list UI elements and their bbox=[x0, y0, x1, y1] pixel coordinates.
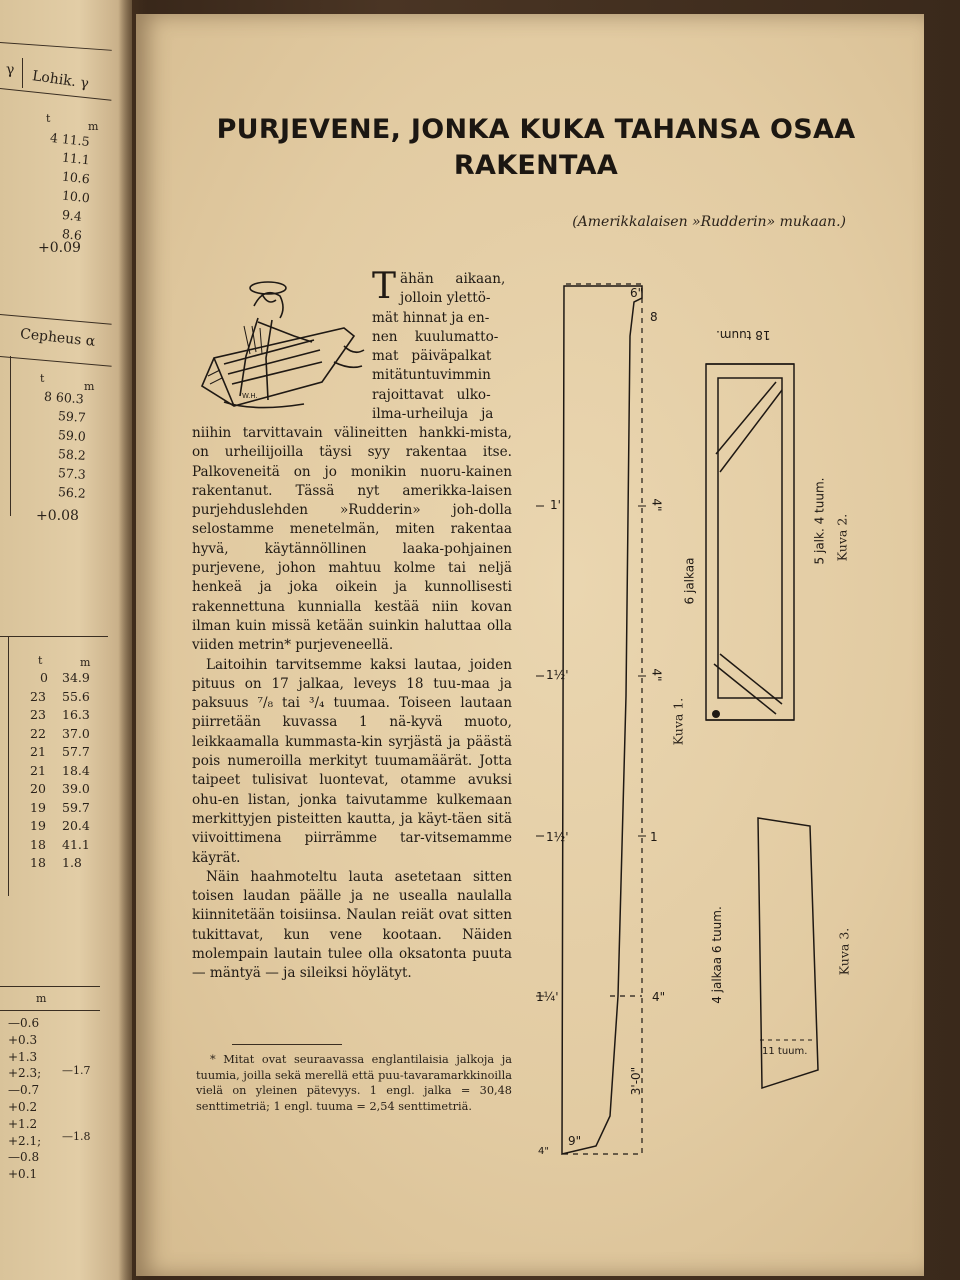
table-cell: 34.9 bbox=[62, 670, 90, 685]
fig1-dimension: 1 bbox=[650, 830, 658, 844]
table-cell: 22 bbox=[30, 725, 46, 741]
right-page bbox=[136, 14, 924, 1276]
intro-line: ilma-urheiluja ja bbox=[372, 406, 494, 423]
table-rule bbox=[0, 42, 112, 51]
table-rule bbox=[0, 314, 112, 325]
table-cell: 8.6 bbox=[61, 226, 83, 243]
table-cell: 55.6 bbox=[62, 688, 90, 704]
title-line: RAKENTAA bbox=[453, 150, 619, 181]
fig1-dimension: 6" bbox=[630, 286, 644, 300]
table-cell: +2.3; bbox=[8, 1066, 42, 1081]
units-label: m bbox=[80, 656, 91, 669]
table2-delta: +0.08 bbox=[36, 508, 79, 524]
table-cell: 18 bbox=[30, 836, 46, 852]
bracket-value: —1.8 bbox=[62, 1130, 91, 1143]
table-cell: 58.2 bbox=[57, 446, 87, 463]
table-cell: 18 bbox=[30, 855, 46, 870]
units-label: t bbox=[40, 372, 45, 385]
fig1-dimension: 9" bbox=[568, 1134, 582, 1148]
title-line: PURJEVENE, JONKA KUKA TAHANSA OSAA bbox=[216, 114, 856, 145]
fig3-caption: Kuva 3. bbox=[836, 927, 852, 976]
table-cell: 56.2 bbox=[57, 484, 87, 501]
fig3-height-label: 4 jalkaa 6 tuum. bbox=[709, 906, 724, 1004]
table-divider bbox=[8, 636, 9, 896]
table-cell: +1.3 bbox=[8, 1049, 38, 1064]
fig1-caption: Kuva 1. bbox=[670, 697, 686, 746]
table-cell: 41.1 bbox=[62, 836, 90, 852]
table-cell: 10.6 bbox=[61, 168, 91, 187]
fig1-dimension: 1½' bbox=[546, 668, 569, 682]
svg-text:W.H.: W.H. bbox=[242, 392, 258, 400]
fig2-width-label: 18 tuum. bbox=[716, 328, 771, 342]
table1-delta: +0.09 bbox=[38, 240, 81, 256]
intro-line: rajoittavat ulko- bbox=[372, 386, 491, 403]
drop-cap: T bbox=[372, 266, 397, 307]
fig1-dimension: 4" bbox=[652, 990, 666, 1004]
table-cell: 9.4 bbox=[61, 207, 83, 224]
table-rule bbox=[0, 88, 111, 101]
table-cell: 21 bbox=[30, 744, 46, 759]
table-rule bbox=[0, 636, 108, 637]
table-cell: 59.7 bbox=[57, 408, 87, 425]
footnote-rule bbox=[232, 1044, 342, 1045]
units-label: t bbox=[38, 654, 43, 667]
table-cell: 4 11.5 bbox=[49, 129, 91, 150]
table-cell: —0.7 bbox=[8, 1083, 40, 1098]
fig1-dimension: 4" bbox=[538, 1146, 549, 1157]
table-cell: 11.1 bbox=[61, 149, 91, 168]
table-cell: 19 bbox=[30, 818, 46, 833]
table1-prefix: γ bbox=[6, 62, 15, 78]
table-cell: +0.2 bbox=[8, 1100, 38, 1114]
table-cell: 37.0 bbox=[62, 725, 90, 741]
table-divider bbox=[10, 356, 11, 516]
figure-2-frame-drawing bbox=[696, 354, 806, 734]
article-body bbox=[192, 424, 512, 984]
fig2-caption: Kuva 2. bbox=[834, 513, 850, 562]
fig1-dimension: 4" bbox=[649, 498, 664, 512]
table1-header: Lohik. γ bbox=[31, 68, 90, 92]
paragraph-2: Laitoihin tarvitsemme kaksi lautaa, joiden pituus on 17 jalkaa, leveys 18 tuu-maa ja paksuus ⁷/₈ tai ³/₄ tuumaa. Toiseen lautaan piirretään kuvassa 1 nä-kyvä muoto, leikkaamalla kummasta-kin syrjästä ja päästä pois numeroilla merkityt tuumamäärät. Jotta taipeet tulisivat luontevat, otamme avuksi ohu-en listan, jonka taivutamme kulkemaan merkittyjen pisteitten kautta, ja käyt-täen sitä viivoittimena piirrämme tar-vitsemamme käyrät. bbox=[192, 656, 512, 866]
fig2-outer-label: 5 jalk. 4 tuum. bbox=[812, 477, 827, 565]
table-cell: 18.4 bbox=[62, 762, 90, 778]
fig1-dimension: 3'-0" bbox=[629, 1066, 644, 1096]
table-cell: —0.8 bbox=[8, 1150, 40, 1165]
table-cell: 20.4 bbox=[62, 818, 90, 833]
table-cell: +0.1 bbox=[8, 1167, 38, 1182]
table2-header: Cepheus α bbox=[19, 326, 97, 350]
table-cell: 21 bbox=[30, 762, 46, 778]
table-cell: 23 bbox=[30, 688, 46, 704]
footnote: * Mitat ovat seuraavassa englantilaisia jalkoja ja tuumia, joilla sekä merellä että puu-tavaramarkkinoilla vielä on yleinen pätevyys. 1 engl. jalka = 30,48 senttimetriä; 1 engl. tuuma = 2,54 senttimetriä. bbox=[196, 1053, 512, 1113]
table-rule bbox=[0, 1010, 100, 1011]
table-cell: 57.3 bbox=[57, 465, 87, 482]
units-label: m bbox=[84, 380, 95, 393]
bracket-value: —1.7 bbox=[62, 1064, 91, 1077]
article-title bbox=[186, 112, 886, 184]
table-rule bbox=[0, 356, 112, 367]
table-divider bbox=[22, 58, 23, 88]
table-cell: 57.7 bbox=[62, 744, 90, 759]
intro-line: mat päiväpalkat bbox=[372, 348, 492, 365]
table-cell: 59.7 bbox=[62, 799, 90, 815]
table-cell: 1.8 bbox=[62, 855, 82, 870]
fig1-dimension: 1½' bbox=[546, 830, 569, 844]
intro-line: mitätuntuvimmin bbox=[372, 367, 491, 384]
units-label: t bbox=[46, 112, 51, 125]
table-cell: 23 bbox=[30, 707, 46, 722]
table-cell: +0.3 bbox=[8, 1032, 38, 1047]
intro-line: mät hinnat ja en- bbox=[372, 309, 490, 326]
boat-builder-illustration bbox=[194, 266, 370, 416]
table-cell: 16.3 bbox=[62, 707, 90, 722]
intro-line: ähän aikaan, bbox=[400, 271, 506, 287]
fig3-width-label: 11 tuum. bbox=[762, 1046, 808, 1057]
table-cell: 8 60.3 bbox=[43, 388, 85, 407]
table-cell: +2.1; bbox=[8, 1133, 42, 1148]
table-cell: 10.0 bbox=[61, 187, 91, 206]
fig1-dimension: 1' bbox=[550, 498, 561, 512]
fig2-height-label: 6 jalkaa bbox=[682, 557, 697, 605]
units-label: m bbox=[88, 120, 99, 133]
fig1-dimension: 4" bbox=[649, 668, 664, 682]
paragraph-1: niihin tarvittavain välineitten hankki-mista, on urheilijoilla täysi syy rakentaa itse. Palkoveneitä on jo monikin nuoru-kainen rakentanut. Tässä nyt amerikka-laisen purjehduslehden »Rudderin» joh-dolla selostamme menetelmän, miten rakentaa hyvä, käytännöllinen laaka-pohjainen purjevene, johon mahtuu kolme tai neljä henkeä ja joka oikein ja kunnollisesti rakennettuna kunnialla kestää niin kovan ilman kuin missä ketään suinkin haluttaa olla viiden metrin* purjeveneellä. bbox=[192, 425, 512, 654]
intro-line: jolloin ylettö- bbox=[400, 290, 491, 307]
table-cell: 0 bbox=[40, 670, 48, 685]
units-label: m bbox=[36, 992, 47, 1005]
table-cell: 39.0 bbox=[62, 781, 90, 796]
fig1-dimension: 1¼' bbox=[536, 990, 559, 1004]
left-page bbox=[0, 0, 132, 1280]
fig1-dimension: 8 bbox=[650, 310, 658, 324]
table-cell: 20 bbox=[30, 781, 46, 796]
figure-3-board-drawing bbox=[748, 808, 828, 1108]
paragraph-3: Näin haahmoteltu lauta asetetaan sitten toisen laudan päälle ja ne usealla naulalla kiinnitetään toisiinsa. Naulan reiät ovat sitten tukittavat, kun vene kootaan. Näiden molempain lautain tulee olla oksatonta puuta — mäntyä — ja sileiksi höylätyt. bbox=[192, 868, 512, 982]
table-cell: 59.0 bbox=[57, 427, 87, 444]
table-cell: +1.2 bbox=[8, 1116, 38, 1131]
table-cell: 19 bbox=[30, 799, 46, 815]
figure-1-board-drawing bbox=[526, 276, 666, 1172]
table-rule bbox=[0, 986, 100, 987]
intro-narrow-lines bbox=[372, 266, 512, 424]
article-subtitle: (Amerikkalaisen »Rudderin» mukaan.) bbox=[572, 214, 846, 230]
intro-line: nen kuulumatto- bbox=[372, 328, 499, 345]
table-cell: —0.6 bbox=[8, 1016, 40, 1030]
